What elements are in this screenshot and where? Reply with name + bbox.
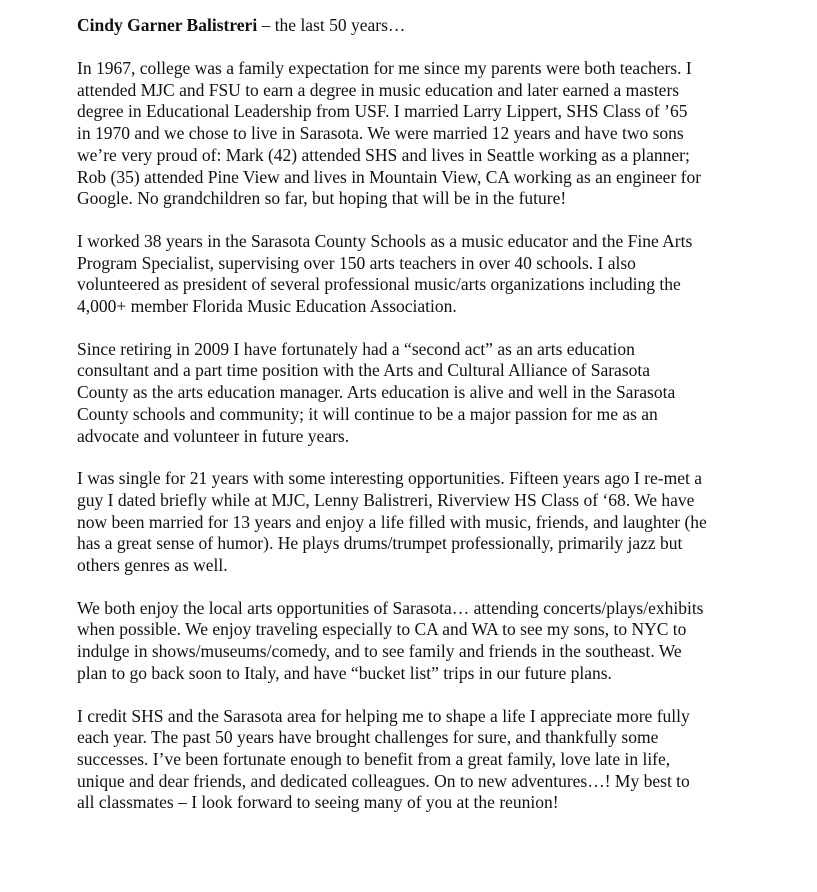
text-line: has a great sense of humor). He plays drums/trumpet professionally, primarily jazz but: [77, 533, 683, 554]
text-line: consultant and a part time position with the Arts and Cultural Alliance of Sarasota: [77, 360, 651, 381]
paragraph-1: [77, 58, 777, 210]
text-line: Rob (35) attended Pine View and lives in Mountain View, CA working as an engineer for: [77, 166, 702, 187]
text-line: guy I dated briefly while at MJC, Lenny Balistreri, Riverview HS Class of ‘68. We have: [77, 489, 695, 510]
heading-subtitle: – the last 50 years…: [257, 15, 406, 35]
document-heading: [77, 14, 777, 36]
text-line: all classmates – I look forward to seeing many of you at the reunion!: [77, 792, 559, 813]
text-line: in 1970 and we chose to live in Sarasota. We were married 12 years and have two sons: [77, 123, 684, 144]
document-body: [77, 58, 777, 814]
text-line: We both enjoy the local arts opportunities of Sarasota… attending concerts/plays/exhibits: [77, 597, 704, 618]
text-line: Google. No grandchildren so far, but hoping that will be in the future!: [77, 188, 567, 209]
text-line: we’re very proud of: Mark (42) attended SHS and lives in Seattle working as a planner;: [77, 144, 690, 165]
text-line: In 1967, college was a family expectation for me since my parents were both teachers. I: [77, 58, 692, 78]
text-line: successes. I’ve been fortunate enough to benefit from a great family, love late in life,: [77, 748, 671, 769]
paragraph-4: [77, 468, 777, 577]
text-line: Program Specialist, supervising over 150 arts teachers in over 40 schools. I also: [77, 252, 636, 273]
text-line: County schools and community; it will continue to be a major passion for me as an: [77, 403, 658, 424]
paragraph-5: [77, 598, 777, 685]
text-line: I worked 38 years in the Sarasota County Schools as a music educator and the Fine Arts: [77, 230, 693, 251]
paragraph-6: [77, 706, 777, 815]
text-line: volunteered as president of several professional music/arts organizations including the: [77, 274, 681, 295]
text-line: plan to go back soon to Italy, and have “bucket list” trips in our future plans.: [77, 662, 612, 683]
text-line: 4,000+ member Florida Music Education Association.: [77, 296, 457, 317]
text-line: indulge in shows/museums/comedy, and to see family and friends in the southeast. We: [77, 641, 682, 662]
text-line: County as the arts education manager. Arts education is alive and well in the Sarasota: [77, 382, 676, 403]
text-line: unique and dear friends, and dedicated colleagues. On to new adventures…! My best to: [77, 770, 690, 791]
text-line: each year. The past 50 years have brought challenges for sure, and thankfully some: [77, 727, 659, 748]
text-line: advocate and volunteer in future years.: [77, 425, 350, 446]
text-line: degree in Educational Leadership from USF. I married Larry Lippert, SHS Class of ’65: [77, 101, 688, 122]
paragraph-2: [77, 231, 777, 318]
text-line: others genres as well.: [77, 555, 228, 576]
text-line: now been married for 13 years and enjoy a life filled with music, friends, and laughter (he: [77, 511, 707, 532]
text-line: when possible. We enjoy traveling especially to CA and WA to see my sons, to NYC to: [77, 619, 687, 640]
paragraph-3: [77, 339, 777, 448]
text-line: I credit SHS and the Sarasota area for helping me to shape a life I appreciate more fully: [77, 705, 690, 726]
text-line: Since retiring in 2009 I have fortunately had a “second act” as an arts education: [77, 338, 635, 359]
author-name: Cindy Garner Balistreri: [77, 15, 258, 35]
text-line: attended MJC and FSU to earn a degree in music education and later earned a masters: [77, 79, 680, 100]
text-line: I was single for 21 years with some interesting opportunities. Fifteen years ago I re-met a: [77, 468, 702, 489]
